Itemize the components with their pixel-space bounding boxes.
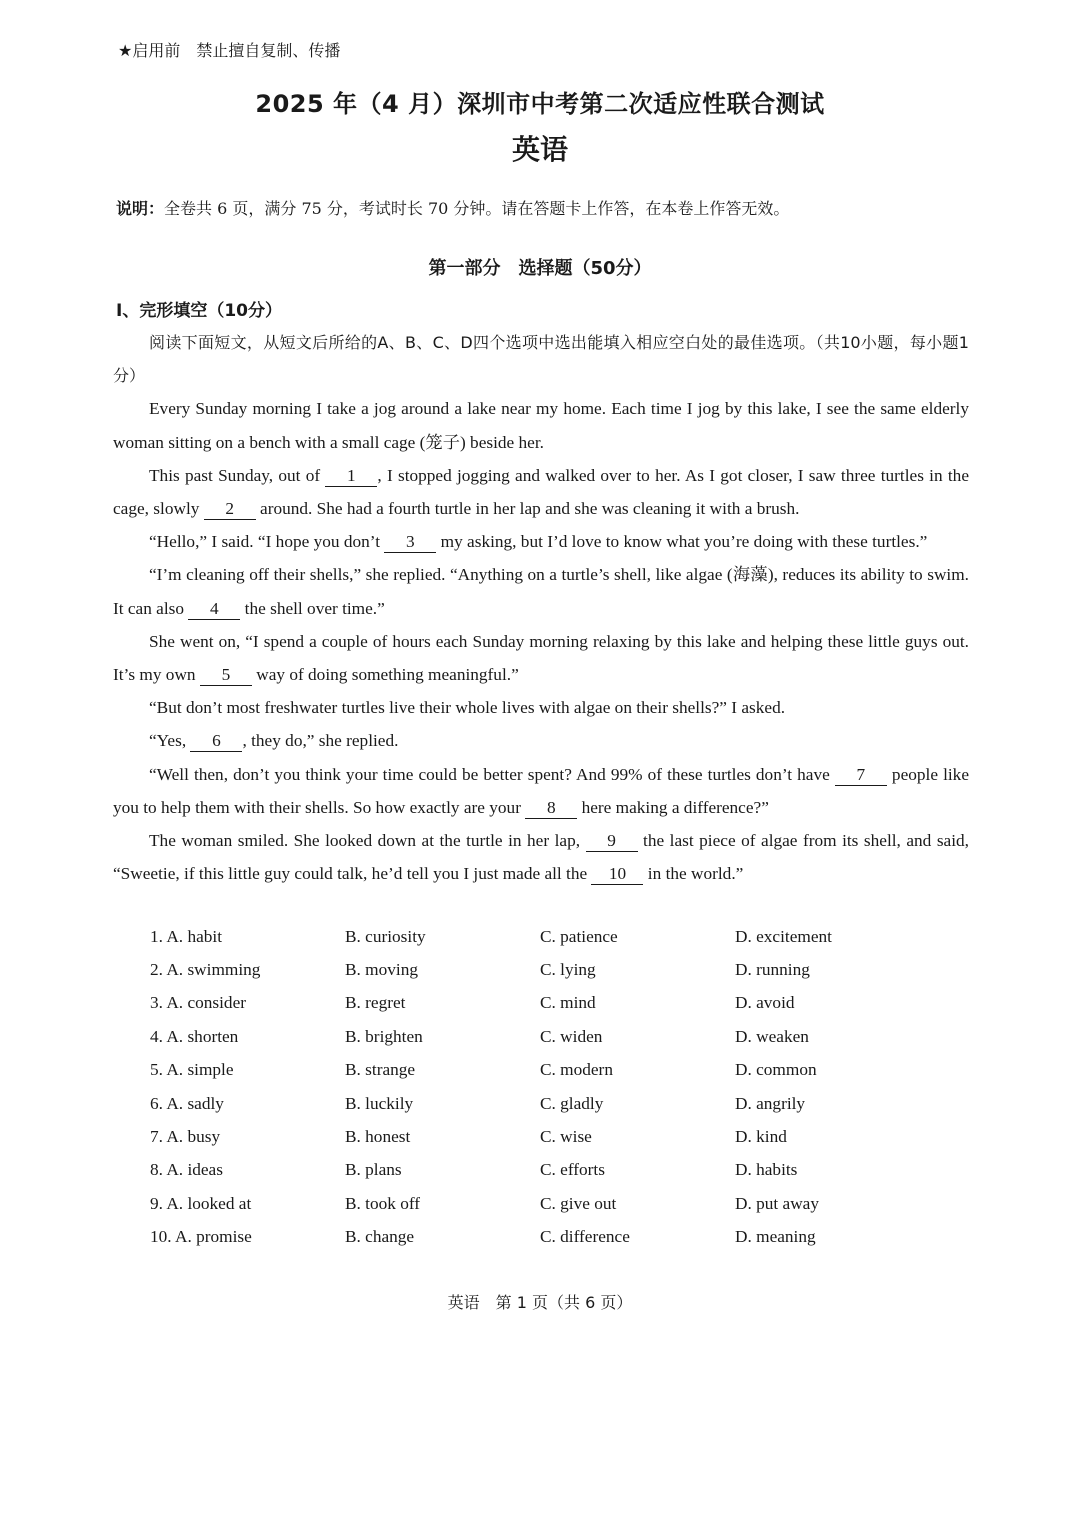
option-b: B. strange	[345, 1060, 416, 1080]
option-a: 8. A. ideas	[150, 1160, 223, 1180]
passage-text: “I’m cleaning off their shells,” she replied. “Anything on a turtle’s shell, like algae (海藻), reduces its ability to swim. It can also	[113, 565, 969, 618]
option-d: D. habits	[735, 1160, 798, 1180]
header-note: ★启用前 禁止擅自复制、传播	[118, 41, 341, 60]
option-a: 5. A. simple	[150, 1060, 234, 1080]
option-c: C. difference	[540, 1227, 630, 1247]
option-a: 6. A. sadly	[150, 1093, 224, 1113]
passage-text: way of doing something meaningful.”	[251, 665, 519, 685]
option-c: C. widen	[540, 1026, 603, 1046]
option-d: D. excitement	[735, 926, 832, 946]
question-row	[150, 1020, 930, 1053]
option-b: B. honest	[345, 1127, 411, 1147]
passage-text: The woman smiled. She looked down at the turtle in her lap,	[149, 831, 586, 851]
instructions-label: 说明：	[116, 199, 165, 218]
instructions-text: 全卷共 6 页，满分 75 分，考试时长 70 分钟。请在答题卡上作答，在本卷上作答无效。	[164, 199, 790, 218]
passage-text: here making a difference?”	[577, 797, 769, 817]
passage-text: the last piece of algae from its shell, and said, “Sweetie, if this little guy could talk, he’d tell you I just made all the	[113, 831, 969, 884]
passage-text: This past Sunday, out of	[149, 465, 326, 485]
blank-3: 3	[384, 532, 436, 553]
passage-text: people like you to help them with their shells. So how exactly are your	[113, 764, 969, 817]
question-row	[150, 953, 930, 986]
option-b: B. regret	[345, 993, 406, 1013]
passage-paragraph	[113, 758, 969, 824]
answer-options	[150, 920, 930, 1254]
passage-text: , I stopped jogging and walked over to her. As I got closer, I saw three turtles in the cage, slowly	[113, 465, 969, 519]
option-c: C. gladly	[540, 1093, 604, 1113]
option-c: C. efforts	[540, 1160, 605, 1180]
option-d: D. common	[735, 1060, 817, 1080]
blank-9: 9	[586, 831, 638, 852]
passage-paragraph	[113, 625, 969, 691]
passage-paragraph	[113, 525, 969, 558]
option-d: D. put away	[735, 1193, 819, 1213]
passage-paragraph	[113, 824, 969, 890]
option-b: B. curiosity	[345, 926, 426, 946]
option-c: C. give out	[540, 1193, 617, 1213]
passage-paragraph: Every Sunday morning I take a jog around a lake near my home. Each time I jog by this lake, I see the same elderly woman sitting on a bench with a small cage (笼子) beside her.	[113, 399, 969, 452]
option-c: C. patience	[540, 926, 618, 946]
passage-text: , they do,” she replied.	[242, 731, 399, 751]
passage-text: the shell over time.”	[240, 598, 385, 618]
blank-2: 2	[204, 499, 256, 520]
page-footer: 英语 第 1 页（共 6 页）	[447, 1293, 633, 1312]
option-b: B. took off	[345, 1193, 421, 1213]
subject-title: 英语	[511, 133, 568, 166]
passage-paragraph	[113, 724, 969, 757]
passage-paragraph: “But don’t most freshwater turtles live their whole lives with algae on their shells?” I asked.	[149, 698, 786, 718]
option-a: 9. A. looked at	[150, 1193, 252, 1213]
question-row	[150, 920, 930, 953]
option-b: B. plans	[345, 1160, 402, 1180]
option-a: 7. A. busy	[150, 1127, 221, 1147]
option-c: C. wise	[540, 1127, 592, 1147]
option-a: 10. A. promise	[150, 1227, 252, 1247]
blank-7: 7	[835, 765, 887, 786]
option-b: B. luckily	[345, 1093, 414, 1113]
option-d: D. weaken	[735, 1026, 809, 1046]
blank-10: 10	[591, 864, 643, 885]
question-row	[150, 1187, 930, 1220]
option-c: C. lying	[540, 960, 596, 980]
blank-5: 5	[200, 665, 252, 686]
question-row	[150, 1054, 930, 1087]
passage-text: around. She had a fourth turtle in her lap and she was cleaning it with a brush.	[255, 499, 800, 519]
question-row	[150, 1087, 930, 1120]
option-c: C. modern	[540, 1060, 613, 1080]
passage-paragraph	[113, 459, 969, 525]
option-a: 4. A. shorten	[150, 1026, 239, 1046]
question-row	[150, 1120, 930, 1153]
exam-title: 2025 年（4 月）深圳市中考第二次适应性联合测试	[255, 90, 825, 118]
option-a: 2. A. swimming	[150, 960, 261, 980]
question-row	[150, 987, 930, 1020]
passage-text: She went on, “I spend a couple of hours each Sunday morning relaxing by this lake and helping these little guys out. It’s my own	[113, 631, 969, 685]
option-b: B. change	[345, 1227, 415, 1247]
blank-8: 8	[525, 798, 577, 819]
section-heading: Ⅰ、完形填空（10分）	[116, 301, 282, 321]
part-heading: 第一部分 选择题（50分）	[428, 258, 652, 279]
passage-text: “Well then, don’t you think your time could be better spent? And 99% of these turtles don’t have	[149, 764, 835, 784]
option-d: D. running	[735, 960, 810, 980]
passage-paragraph	[113, 558, 969, 624]
option-d: D. avoid	[735, 993, 795, 1013]
option-d: D. angrily	[735, 1093, 806, 1113]
passage-text: “Hello,” I said. “I hope you don’t	[149, 532, 385, 552]
option-d: D. meaning	[735, 1227, 816, 1247]
option-c: C. mind	[540, 993, 596, 1013]
section-direction: 阅读下面短文，从短文后所给的A、B、C、D四个选项中选出能填入相应空白处的最佳选项。（共10小题，每小题1分）	[113, 333, 969, 386]
blank-4: 4	[188, 599, 240, 620]
option-a: 3. A. consider	[150, 993, 246, 1013]
option-d: D. kind	[735, 1127, 787, 1147]
passage-text: “Yes,	[149, 731, 191, 751]
cloze-passage	[113, 326, 969, 890]
option-b: B. moving	[345, 960, 418, 980]
passage-text: my asking, but I’d love to know what you’re doing with these turtles.”	[436, 532, 928, 552]
option-a: 1. A. habit	[150, 926, 223, 946]
option-b: B. brighten	[345, 1026, 423, 1046]
question-row	[150, 1221, 930, 1254]
passage-text: in the world.”	[643, 864, 744, 884]
exam-instructions	[116, 196, 976, 219]
blank-1: 1	[325, 466, 377, 487]
blank-6: 6	[190, 731, 242, 752]
question-row	[150, 1154, 930, 1187]
